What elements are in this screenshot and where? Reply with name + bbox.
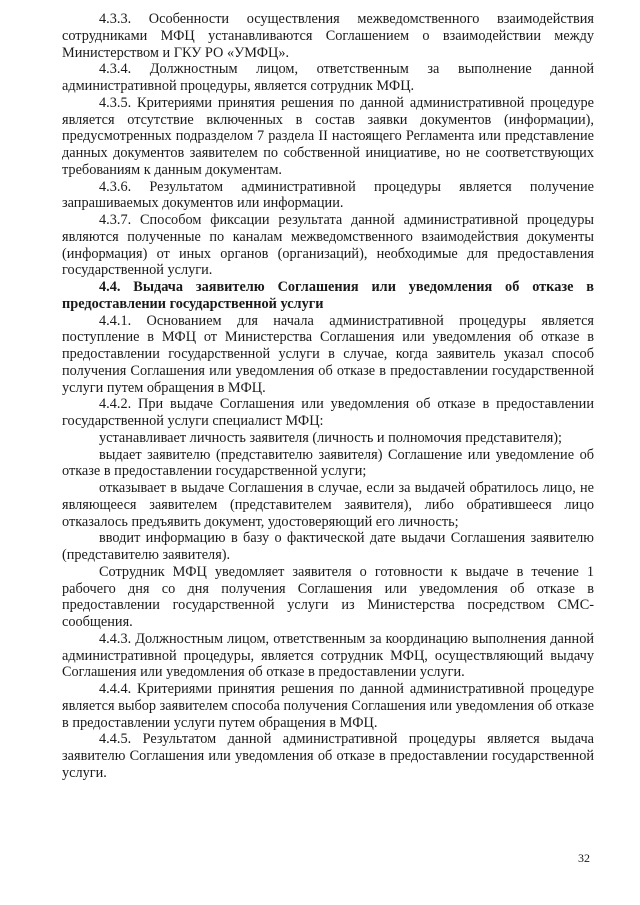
paragraph-notification: Сотрудник МФЦ уведомляет заявителя о готовности к выдаче в течение 1 рабочего дня со дня получения Соглашения или уведомления об отказе в предоставлении государственной услуги из Министерства посредством СМС-сообщения. — [62, 563, 594, 630]
paragraph-4-3-7: 4.3.7. Способом фиксации результата данной административной процедуры являются полученные по каналам межведомственного взаимодействия документы (информация) от иных органов (организаций), необходимые для предоставления государственной услуги. — [62, 212, 594, 279]
paragraph-4-3-4: 4.3.4. Должностным лицом, ответственным за выполнение данной административной процедуры, является сотрудник МФЦ. — [62, 61, 594, 94]
section-heading-4-4: 4.4. Выдача заявителю Соглашения или уведомления об отказе в предоставлении государственной услуги — [62, 279, 594, 312]
paragraph-4-4-3: 4.4.3. Должностным лицом, ответственным за координацию выполнения данной административной процедуры, является сотрудник МФЦ, осуществляющий выдачу Соглашения или уведомления об отказе в предоставлении услуги. — [62, 630, 594, 681]
list-item-record: вводит информацию в базу о фактической дате выдачи Соглашения заявителю (представителю заявителя). — [62, 530, 594, 563]
page-number: 32 — [578, 851, 590, 865]
paragraph-4-4-2: 4.4.2. При выдаче Соглашения или уведомления об отказе в предоставлении государственной услуги специалист МФЦ: — [62, 396, 594, 429]
list-item-issue: выдает заявителю (представителю заявителя) Соглашение или уведомление об отказе в предоставлении государственной услуги; — [62, 446, 594, 480]
paragraph-4-3-3: 4.3.3. Особенности осуществления межведомственного взаимодействия сотрудниками МФЦ устанавливаются Соглашением о взаимодействии между Министерством и ГКУ РО «УМФЦ». — [62, 11, 594, 61]
document-body — [62, 11, 594, 782]
paragraph-4-4-4: 4.4.4. Критериями принятия решения по данной административной процедуре является выбор заявителем способа получения Соглашения или уведомления об отказе в предоставлении услуги путем обращения в МФЦ. — [62, 681, 594, 731]
paragraph-4-3-6: 4.3.6. Результатом административной процедуры является получение запрашиваемых документов или информации. — [62, 178, 594, 212]
paragraph-4-4-1: 4.4.1. Основанием для начала административной процедуры является поступление в МФЦ от Министерства Соглашения или уведомления об отказе в предоставлении государственной услуги в случае, когда заявитель указал способ получения Соглашения или уведомления об отказе в предоставлении государственной услуги путем обращения в МФЦ. — [62, 312, 594, 396]
paragraph-4-3-5: 4.3.5. Критериями принятия решения по данной административной процедуре является отсутствие включенных в состав заявки документов (информации), предусмотренных подразделом 7 раздела II настоящего Регламента или представление данных документов заявителем по собственной инициативе, но не соответствующих требованиям к данным документам. — [62, 94, 594, 178]
list-item-refuse: отказывает в выдаче Соглашения в случае, если за выдачей обратилось лицо, не являющееся заявителем (представителем заявителя), либо обратившееся лицо отказалось предъявить документ, удостоверяющий его личность; — [62, 480, 594, 530]
list-item-identify: устанавливает личность заявителя (личность и полномочия представителя); — [99, 429, 563, 446]
paragraph-4-4-5: 4.4.5. Результатом данной административной процедуры является выдача заявителю Соглашения или уведомления об отказе в предоставлении государственной услуги. — [62, 731, 594, 781]
